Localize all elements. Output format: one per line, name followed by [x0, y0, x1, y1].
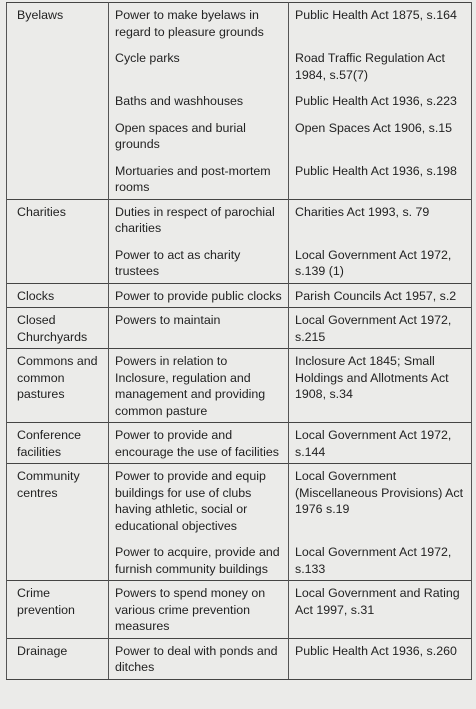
- statute-cell: Public Health Act 1936, s.260: [289, 638, 472, 679]
- topic-cell: Crime prevention: [7, 581, 109, 639]
- function-cell: Power to deal with ponds and ditches: [109, 638, 289, 679]
- statute-cell: Local Government and Rating Act 1997, s.31: [289, 581, 472, 639]
- topic-cell: Community centres: [7, 464, 109, 581]
- function-cell: Open spaces and burial grounds: [109, 113, 289, 156]
- function-cell: Cycle parks: [109, 43, 289, 86]
- powers-table: [6, 2, 472, 680]
- function-cell: Duties in respect of parochial charities: [109, 199, 289, 240]
- function-cell: Powers in relation to Inclosure, regulation and management and providing common pasture: [109, 349, 289, 423]
- function-cell: Baths and washhouses: [109, 86, 289, 113]
- statute-cell: Local Government Act 1972, s.139 (1): [289, 240, 472, 284]
- topic-cell: Conference facilities: [7, 423, 109, 464]
- statute-cell: Local Government (Miscellaneous Provisions) Act 1976 s.19: [289, 464, 472, 538]
- function-cell: Power to acquire, provide and furnish community buildings: [109, 537, 289, 581]
- topic-cell: Commons and common pastures: [7, 349, 109, 423]
- statute-cell: Inclosure Act 1845; Small Holdings and Allotments Act 1908, s.34: [289, 349, 472, 423]
- topic-cell: Charities: [7, 199, 109, 283]
- statute-cell: Local Government Act 1972, s.133: [289, 537, 472, 581]
- table-row: [7, 638, 472, 679]
- statute-cell: Public Health Act 1875, s.164: [289, 3, 472, 44]
- table-row: [7, 199, 472, 240]
- statute-cell: Parish Councils Act 1957, s.2: [289, 283, 472, 308]
- table-row: [7, 283, 472, 308]
- table-row: [7, 581, 472, 639]
- table-row: [7, 3, 472, 44]
- function-cell: Mortuaries and post-mortem rooms: [109, 156, 289, 200]
- table-row: [7, 464, 472, 538]
- table-row: [7, 423, 472, 464]
- statute-cell: Public Health Act 1936, s.198: [289, 156, 472, 200]
- function-cell: Powers to maintain: [109, 308, 289, 349]
- statute-cell: Public Health Act 1936, s.223: [289, 86, 472, 113]
- statute-cell: Local Government Act 1972, s.144: [289, 423, 472, 464]
- statute-cell: Local Government Act 1972, s.215: [289, 308, 472, 349]
- statute-cell: Road Traffic Regulation Act 1984, s.57(7): [289, 43, 472, 86]
- function-cell: Power to provide public clocks: [109, 283, 289, 308]
- table-row: [7, 308, 472, 349]
- topic-cell: Drainage: [7, 638, 109, 679]
- function-cell: Power to provide and encourage the use of facilities: [109, 423, 289, 464]
- topic-cell: Byelaws: [7, 3, 109, 200]
- topic-cell: Clocks: [7, 283, 109, 308]
- statute-cell: Open Spaces Act 1906, s.15: [289, 113, 472, 156]
- function-cell: Power to provide and equip buildings for use of clubs having athletic, social or educational objectives: [109, 464, 289, 538]
- function-cell: Power to act as charity trustees: [109, 240, 289, 284]
- topic-cell: Closed Churchyards: [7, 308, 109, 349]
- table-row: [7, 349, 472, 423]
- table-body: [7, 3, 472, 680]
- function-cell: Powers to spend money on various crime prevention measures: [109, 581, 289, 639]
- function-cell: Power to make byelaws in regard to pleasure grounds: [109, 3, 289, 44]
- statute-cell: Charities Act 1993, s. 79: [289, 199, 472, 240]
